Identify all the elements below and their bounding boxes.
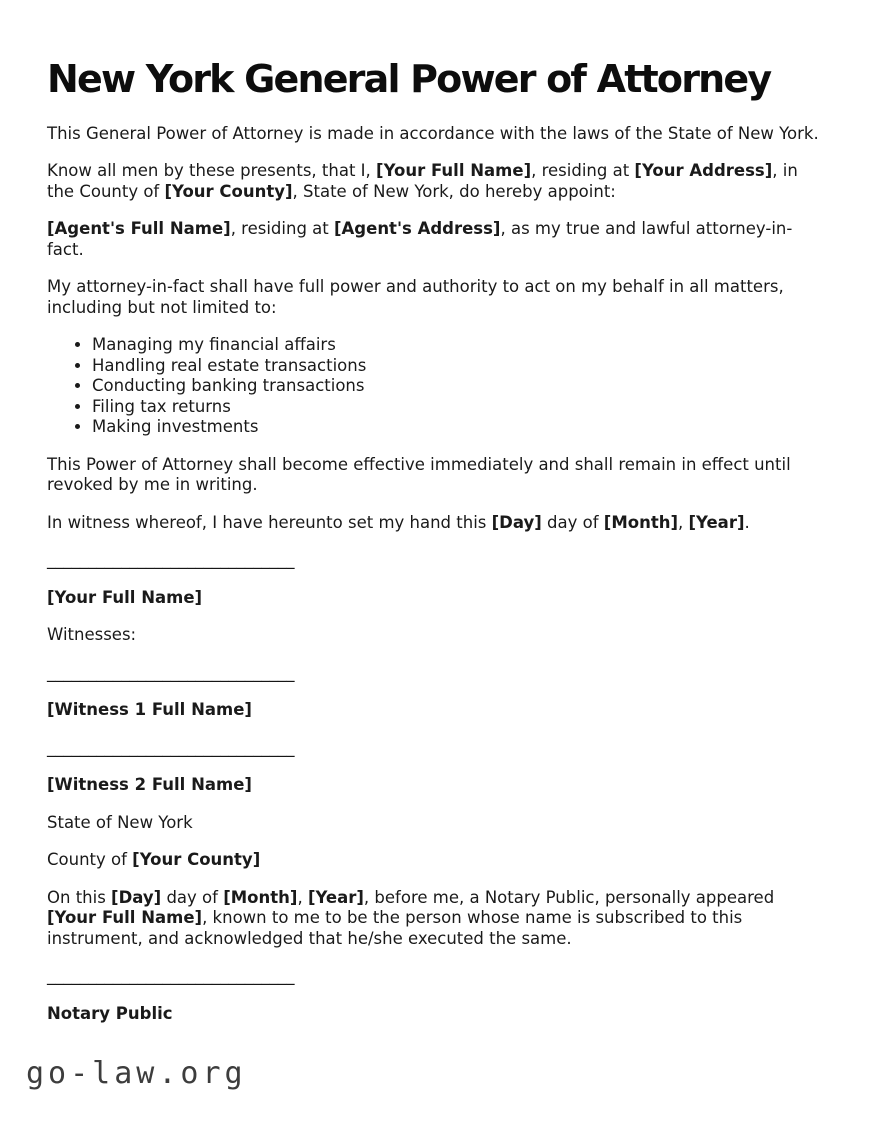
text-run: [Agent's Full Name] [47,219,231,239]
text-run: [Day] [491,512,542,532]
text-run: [Month] [223,887,298,907]
document-title: New York General Power of Attorney [47,57,771,101]
notary-title-label: Notary Public [47,1003,173,1023]
text-run: , [297,887,308,907]
powers-intro-paragraph: My attorney-in-fact shall have full power and authority to act on my behalf in all matters, including but not limited to: [47,277,784,317]
notary-acknowledgment-paragraph [47,888,820,950]
text-run: [Your Full Name] [47,908,203,928]
text-run: [Year] [307,887,364,907]
text-run: . [744,512,750,532]
text-run: [Your Address] [634,161,773,181]
state-line: State of New York [47,812,193,832]
notary-signature-line: ______________________________ [47,966,295,986]
text-run: , known to me to be the person whose name is subscribed to this instrument, and acknowledged that he/she executed the same. [47,908,743,948]
list-item: • Conducting banking transactions [92,376,820,397]
witness2-name-label: [Witness 2 Full Name] [47,775,252,795]
effective-clause-paragraph: This Power of Attorney shall become effective immediately and shall remain in effect until revoked by me in writing. [47,454,791,495]
text-run: [Your Full Name] [376,161,532,181]
text-run: , State of New York, do hereby appoint: [292,181,616,201]
intro-paragraph: This General Power of Attorney is made in accordance with the laws of the State of New York. [47,123,819,143]
county-line [47,850,820,871]
text-run: On this [47,887,112,907]
principal-signature-line: ______________________________ [47,550,295,570]
principal-name-label: [Your Full Name] [47,587,203,607]
witnesses-label: Witnesses: [47,625,137,645]
text-run: [Day] [111,887,162,907]
text-run: , as my true and lawful attorney-in-fact. [47,219,793,259]
powers-list [47,335,820,438]
text-run: day of [541,512,604,532]
text-run: [Your County] [164,181,293,201]
text-run: , in the County of [47,161,798,201]
witness2-signature-line: ______________________________ [47,737,295,757]
list-item: • Making investments [92,417,820,438]
text-run: County of [47,850,133,870]
text-run: Know all men by these presents, that I, [47,161,377,181]
declaration-paragraph [47,161,820,202]
witness1-name-label: [Witness 1 Full Name] [47,700,252,720]
text-run: , before me, a Notary Public, personally appeared [363,887,775,907]
text-run: In witness whereof, I have hereunto set my hand this [47,512,492,532]
text-run: , [678,512,689,532]
text-run: [Year] [688,512,745,532]
witness-clause-paragraph [47,513,820,534]
text-run: , residing at [531,161,635,181]
text-run: day of [161,887,224,907]
text-run: [Agent's Address] [334,219,501,239]
watermark-logo: go-law.org [26,1056,247,1091]
text-run: , residing at [230,219,334,239]
agent-appointment-paragraph [47,219,820,260]
text-run: [Month] [603,512,679,532]
witness1-signature-line: ______________________________ [47,662,295,682]
text-run: [Your County] [132,850,261,870]
list-item: • Filing tax returns [92,397,820,418]
list-item: • Handling real estate transactions [92,356,820,377]
list-item: • Managing my financial affairs [92,335,820,356]
